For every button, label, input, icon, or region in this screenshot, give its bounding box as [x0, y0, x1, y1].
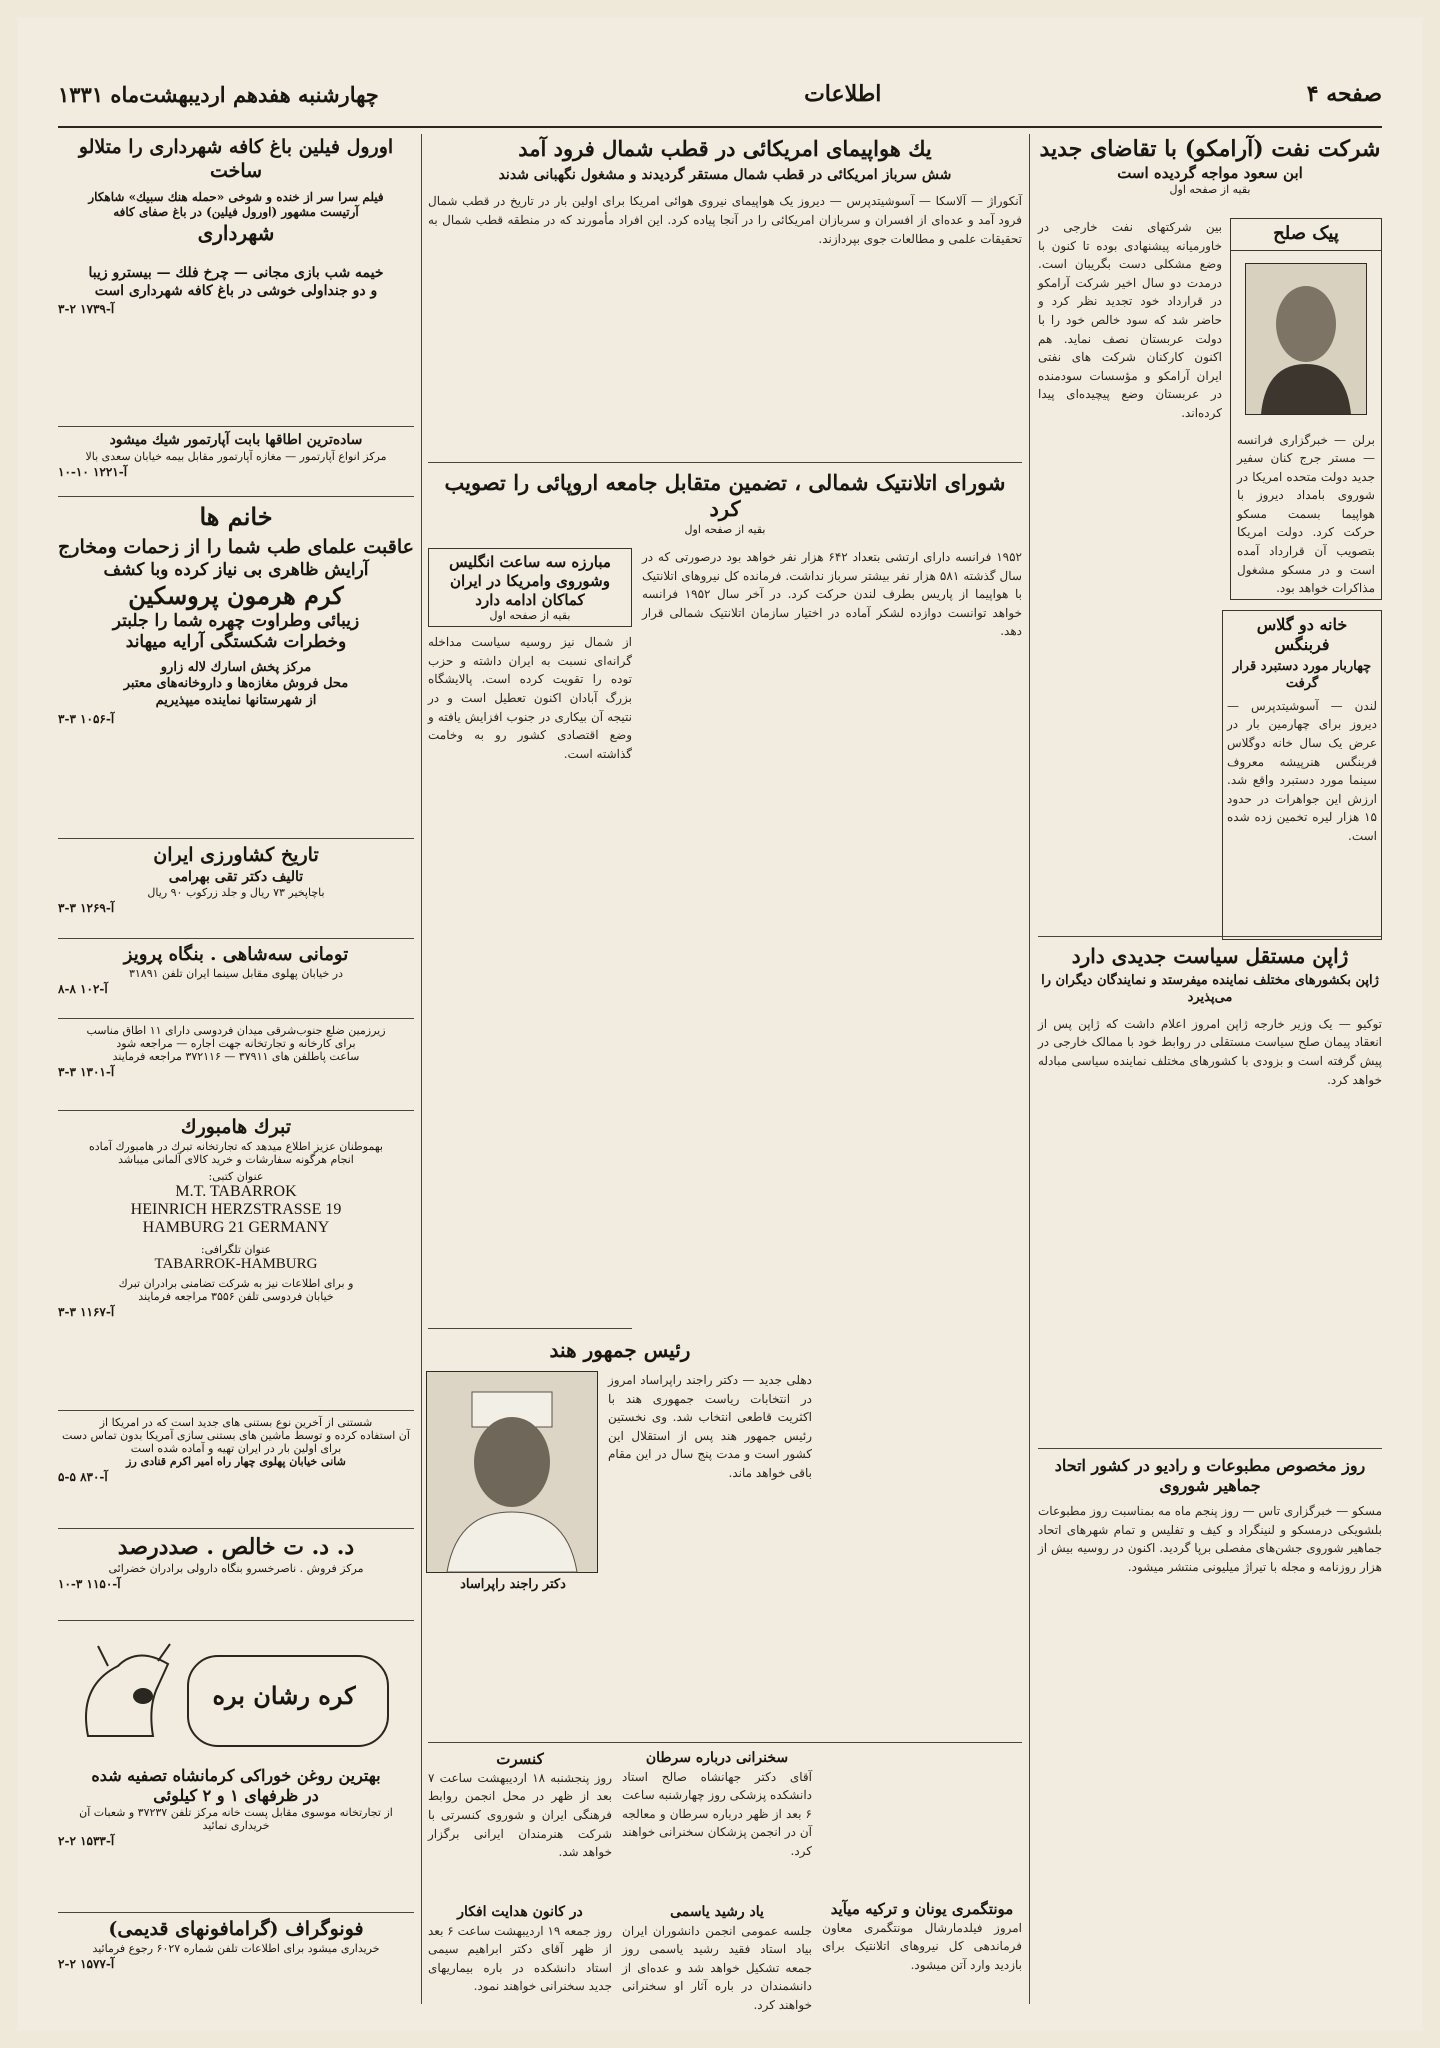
ad-cream-line7: محل فروش مغازه‌ها و داروخانه‌های معتبر — [123, 676, 349, 692]
peyk-solh-body: برلن — خبرگزاری فرانسه — مستر جرج کنان سفیر جدید دولت متحده امریکا در شوروی بامداد دیروز با هواپیما بسمت مسکو حرکت کرد. دولت امریکا بتصویب آن قرارداد آمده است و در مسکو مشغول مذاکرات خواهد بود. — [1237, 432, 1375, 596]
section-rule — [58, 1410, 414, 1411]
ad-butter-brand: کره رشان بره — [212, 1681, 356, 1710]
ad-icecream-code: آ-۸۳۰ ۵-۵ — [58, 1470, 108, 1484]
ad-ddt-code: آ-۱۱۵۰ ۳-۱۰ — [58, 1576, 121, 1591]
section-rule — [1038, 1448, 1382, 1449]
aramco-subhead: ابن سعود مواجه گردیده است — [1117, 163, 1303, 182]
soviet-press-article — [1038, 1456, 1382, 1996]
paper-name: اطلاعات — [804, 81, 882, 107]
ad-laurel — [58, 136, 414, 434]
ad-butter-code: آ-۱۵۳۳ ۲-۲ — [58, 1834, 115, 1848]
cancer-headline: سخنرانی درباره سرطان — [645, 1750, 789, 1766]
section-rule — [428, 462, 1022, 463]
ad-ferdowsi-line3: ساعت پاطلفن های ۳۷۹۱۱ — ۳۷۲۱۱۶ مراجعه فرمایند — [112, 1050, 360, 1063]
rajendra-headline: رئیس جمهور هند — [549, 1338, 691, 1362]
atlantic-continued: بقیه از صفحه اول — [684, 522, 766, 536]
japan-body: توکیو — یک وزیر خارجه ژاپن امروز اعلام داشت که ژاپن پس از انعقاد پیمان صلح سیاست مستقلی در روابط خود با ممالک خارجی در پیش گرفته است و بزودی با کشورهای مختلف نماینده سیاسی مبادله خواهد کرد. — [1038, 1016, 1382, 1087]
aramco-body: بین شرکتهای نفت خارجی در خاورمیانه پیشنهادی بوده تا کنون با وضع مشکلی دست بگریبان است. درمدت دو سال اخیر شرکت آرامکو در قرارداد خود تجدید نظر کرد و حاضر شد که سود خالص خود را با دولت عربستان نصف نماید. هم اکنون کارکنان شرکت های نفتی ایران آرامکو و مؤسسات سودمنده در عربستان وضع پیچیده‌ای پیدا کرده‌اند. — [1038, 220, 1222, 420]
ad-parviz-code: آ-۱۰۲ ۸-۸ — [58, 981, 108, 996]
ad-icecream-line1: شستنی از آخرین نوع بستنی های جدید است که در امریکا از — [99, 1416, 373, 1429]
ad-cream-code: آ-۱۰۵۶ ۳-۳ — [58, 712, 115, 727]
aramco-headline: شرکت نفت (آرامکو) با تقاضای جدید — [1039, 136, 1381, 162]
ad-laurel-title: اورول فیلین باغ کافه شهرداری را متلالو ساخت — [78, 136, 394, 182]
yasami-body: جلسه عمومی انجمن دانشوران ایران بیاد استاد فقید رشید یاسمی روز جمعه تشکیل خواهد شد و عده‌ای از دانشمندان در باره آثار او سخنرانی خواهند کرد. — [622, 1923, 812, 2012]
japan-article — [1038, 944, 1382, 1444]
ad-hamburg-code: آ-۱۱۶۷ ۳-۳ — [58, 1304, 115, 1319]
ad-apartment-title: ساده‌ترین اطاقها بابت آپارتمور شیك میشود — [109, 432, 363, 448]
section-rule — [58, 838, 414, 839]
ad-parviz-title: تومانی سه‌شاهی . بنگاه پرویز — [123, 944, 349, 965]
ad-parviz — [58, 944, 414, 1014]
peyk-solh-title: پیک صلح — [1231, 219, 1381, 251]
ad-cream-line8: از شهرستانها نماینده میپذیریم — [155, 693, 317, 709]
england-iran-article — [428, 548, 632, 1248]
kanun-body: روز جمعه ۱۹ اردیبهشت ساعت ۶ بعد از ظهر آقای دکتر ابراهیم سیمی استاد دانشکده در باره بیماریهای جدید سخنرانی خواهند نمود. — [428, 1923, 613, 1994]
ad-butter-line3: از تجارتخانه موسوی مقابل پست خانه مرکز تلفن ۳۷۲۳۷ و شعبات آن — [79, 1806, 393, 1819]
ad-phonograph-code: آ-۱۵۷۷ ۲-۲ — [58, 1956, 115, 1971]
glass-house-body: لندن — آسوشیتدپرس — دیروز برای چهارمین بار در عرض یک سال خانه دوگلاس فربنگس هنرپیشه معروف سینما مورد دستبرد واقع شد. ارزش این جواهرات در حدود ۱۵ هزار لیره تخمین زده شده است. — [1227, 698, 1377, 843]
section-rule — [58, 1912, 414, 1913]
section-rule — [58, 1018, 414, 1019]
yasami-article — [622, 1904, 812, 2012]
section-rule — [1038, 936, 1382, 937]
ad-laurel-line4: خیمه شب بازی مجانی — چرخ فلك — بیسترو زیبا — [88, 264, 384, 281]
section-rule — [58, 1528, 414, 1529]
ad-hamburg-addr1: M.T. TABARROK — [175, 1182, 297, 1200]
yasami-headline: یاد رشید یاسمی — [670, 1904, 764, 1920]
section-rule — [58, 1620, 414, 1621]
newspaper-page — [18, 18, 1422, 2030]
ad-icecream-line4: شانی خیابان پهلوی چهار راه امیر اکرم قنادی رز — [126, 1455, 346, 1468]
ad-agriculture-line1: تالیف دکتر تقی بهرامی — [168, 868, 304, 885]
montgomery-headline: مونتگمری یونان و ترکیه میآید — [830, 1900, 1014, 1918]
ad-hamburg-title: تبرك هامبورك — [180, 1116, 292, 1138]
column-rule — [421, 134, 422, 2004]
soviet-press-body: مسکو — خبرگزاری تاس — روز پنجم ماه مه بمناسبت روز مطبوعات بلشویکی درمسکو و لنینگراد و کیف و تفلیس و تمام شهرهای اتحاد جماهیر شوروی جشن‌های مفصلی برپا گردید. اکنون در روسیه بیش از هزار روزنامه و مجله با تیراژ میلیونی منتشر میشود. — [1038, 1504, 1382, 1574]
ad-hamburg-addr2: HEINRICH HERZSTRASSE 19 — [130, 1200, 342, 1218]
concert-article — [428, 1750, 612, 1900]
ad-ddt-line1: مرکز فروش . ناصرخسرو بنگاه دارولی برادران خضرائی — [108, 1561, 364, 1575]
ad-laurel-line2: آرتیست مشهور (اورول فیلین) در باغ صفای کافه — [113, 205, 359, 220]
ad-hamburg-line2: انجام هرگونه سفارشات و خرید کالای آلمانی میباشد — [118, 1152, 354, 1166]
arctic-subhead: شش سرباز امریکائی در قطب شمال مستقر گردیدند و مشغول نگهبانی شدند — [498, 167, 952, 184]
ad-icecream-line2: آن استفاده کرده و توسط ماشین های بستنی سازی آمریکا بدون تماس دست — [62, 1429, 410, 1442]
arctic-article — [428, 136, 1022, 456]
arctic-body: آنکوراژ — آلاسکا — آسوشیتدپرس — دیروز یک هواپیمای نیروی هوائی امریکا برای اولین بار در تاریخ در قطب شمال فرود آمد و عده‌ای از افسران و سربازان امریکائی را در آنجا پیاده کرد. این افراد مأمورند که در منطقه قطب شمال به تحقیقات علمی و مطالعات جوی بپردازند. — [428, 194, 1022, 246]
atlantic-header — [428, 470, 1022, 540]
ad-hamburg — [58, 1116, 414, 1404]
montgomery-article — [822, 1750, 1022, 2004]
ad-cream-line4: زیبائی وطراوت چهره شما را جلبتر — [112, 611, 360, 631]
england-iran-continued: بقیه از صفحه اول — [489, 609, 571, 623]
ad-butter — [58, 1626, 414, 1906]
cancer-body: آقای دکتر جهانشاه صالح استاد دانشکده پزشکی روز چهارشنبه ساعت ۶ بعد از ظهر درباره سرطان و معالجه آن در انجمن پزشکان سخنرانی خواهند کرد. — [621, 1769, 812, 1858]
rajendra-caption: دکتر راجند راپراساد — [460, 1577, 566, 1592]
section-rule — [58, 938, 414, 939]
ad-agriculture-code: آ-۱۲۶۹ ۳-۳ — [58, 900, 115, 915]
ad-cream-line2: آرایش ظاهری بی نیاز کرده وبا کشف — [103, 559, 369, 580]
concert-body: روز پنجشنبه ۱۸ اردیبهشت ساعت ۷ بعد از ظهر در محل انجمن روابط فرهنگی ایران و شوروی کنسرتی با شرکت هنرمندان ایرانی برگزار خواهد شد. — [428, 1770, 612, 1860]
issue-date: چهارشنبه هفدهم اردیبهشت‌ماه ۱۳۳۱ — [58, 81, 379, 107]
ad-laurel-line1: فیلم سرا سر از خنده و شوخی «حمله هنك سبیك» شاهکار — [88, 189, 384, 204]
ad-icecream — [58, 1416, 414, 1524]
glass-house-article — [1222, 610, 1382, 940]
ad-hamburg-tel: TABARROK-HAMBURG — [154, 1255, 318, 1272]
section-rule — [58, 1110, 414, 1111]
ad-parviz-line1: در خیابان پهلوی مقابل سینما ایران تلفن ۳۱۸۹۱ — [129, 966, 343, 980]
ad-apartment — [58, 432, 414, 492]
japan-headline: ژاپن مستقل سیاست جدیدی دارد — [1071, 944, 1349, 968]
section-rule — [58, 496, 414, 497]
rajendra-article — [428, 1338, 812, 1738]
ad-cream-line3: کرم هرمون پروسکین — [128, 581, 344, 610]
ad-apartment-code: آ-۱۲۲۱ ۱۰-۱۰ — [58, 464, 128, 479]
ad-cream-line1: عاقبت علمای طب شما را از زحمات ومخارج — [58, 536, 414, 558]
rajendra-body: دهلی جدید — دکتر راجند راپراساد امروز در انتخابات ریاست جمهوری هند با اکثریت قاطعی انتخاب شد. وی نخستین رئیس جمهور هند پس از استقلال این کشور است و مدت پنج سال در این مقام باقی خواهد ماند. — [608, 1373, 812, 1480]
column-rule — [1029, 134, 1030, 2004]
glass-house-subhead: چهاربار مورد دستبرد قرار گرفت — [1232, 659, 1372, 691]
ad-icecream-line3: برای اولین بار در ایران تهیه و آماده شده است — [130, 1442, 342, 1455]
england-iran-body: از شمال نیز روسیه سیاست مداخله گرانه‌ای نسبت به ایران داشته و حزب توده را تقویت کرده است. پالایشگاه بزرگ آبادان اکنون تعطیل است و در نتیجه آن بیکاری در جنوب افزایش یافته و وضع اقتصادی کشور رو به وخامت گذاشته است. — [428, 635, 632, 761]
portrait-icon — [1246, 264, 1366, 414]
ad-butter-line2: در ظرفهای ۱ و ۲ کیلوئی — [153, 1786, 319, 1805]
ad-phonograph — [58, 1918, 414, 2004]
ad-cream-line6: مرکز پخش اسارك لاله زارو — [160, 659, 312, 675]
ad-apartment-line1: مرکز انواع آپارتمور — مغازه آپارتمور مقابل بیمه خیابان سعدی بالا — [85, 449, 387, 463]
section-rule — [58, 426, 414, 427]
montgomery-body: امروز فیلدمارشال مونتگمری معاون فرماندهی کل نیروهای اتلانتیک برای بازدید وارد آتن میشود. — [822, 1920, 1022, 1972]
ad-agriculture-title: تاریخ کشاورزی ایران — [153, 844, 319, 866]
ad-ddt — [58, 1534, 414, 1614]
kanun-headline: در کانون هدایت افکار — [457, 1904, 583, 1920]
portrait-icon — [427, 1372, 597, 1572]
atlantic-headline: شورای اتلانتیک شمالی ، تضمین متقابل جامعه اروپائی را تصویب کرد — [444, 470, 1006, 522]
ad-hamburg-line3: و برای اطلاعات نیز به شرکت تضامنی برادران تبرك — [118, 1276, 354, 1290]
ad-agriculture — [58, 844, 414, 934]
japan-subhead: ژاپن بکشورهای مختلف نماینده میفرستد و نمایندگان دیگران را می‌پذیرد — [1041, 973, 1379, 1005]
rajendra-photo — [426, 1371, 598, 1573]
aramco-continued: بقیه از صفحه اول — [1169, 183, 1251, 196]
ad-cream-title: خانم ها — [199, 502, 273, 531]
ad-hamburg-addr3: HAMBURG 21 GERMANY — [142, 1218, 330, 1236]
glass-house-title: خانه دو گلاس فربنگس — [1256, 615, 1348, 654]
ad-hamburg-tel-label: عنوان تلگرافی: — [200, 1242, 272, 1256]
ad-hamburg-line4: خیابان فردوسی تلفن ۳۵۵۶ مراجعه فرمایند — [138, 1289, 334, 1303]
ad-laurel-line5: و دو جنداولی خوشی در باغ کافه شهرداری است — [94, 282, 378, 299]
peyk-solh-box — [1230, 218, 1382, 600]
ad-phonograph-line1: خریداری میشود برای اطلاعات تلفن شماره ۶۰۲۷ رجوع فرمائید — [92, 1941, 380, 1955]
ad-cream — [58, 502, 414, 832]
ad-laurel-code: آ-۱۷۳۹ ۲-۳ — [58, 302, 115, 317]
section-rule — [428, 1328, 632, 1329]
ad-hamburg-line1: بهموطنان عزیز اطلاع میدهد که تجارتخانه تبرك در هامبورك آماده — [89, 1139, 383, 1153]
ad-ferdowsi-code: آ-۱۳۰۱ ۳-۳ — [58, 1065, 115, 1079]
ad-laurel-line3: شهرداری — [197, 220, 275, 245]
portrait-photo — [1245, 263, 1367, 415]
ad-butter-line4: خریداری نمائید — [202, 1819, 270, 1832]
concert-headline: کنسرت — [496, 1750, 544, 1768]
atlantic-body: ۱۹۵۲ فرانسه دارای ارتشی بتعداد ۶۴۲ هزار نفر خواهد بود درصورتی که در سال گذشته ۵۸۱ هزار نفر بیشتر سرباز نداشت. فرمانده کل نیروهای اتلانتیک با هواپیما از پاریس بطرف لندن حرکت کرد. در آخر سال ۱۹۵۲ فرانسه خواهد توانست دوازده لشکر آماده در اختیار سازمان اتلانتیک شمالی قرار دهد. — [642, 550, 1023, 639]
soviet-press-headline: روز مخصوص مطبوعات و رادیو در کشور اتحاد جماهیر شوروی — [1054, 1456, 1366, 1495]
ad-ddt-title: د. د. ت خالص . صددرصد — [117, 1534, 355, 1560]
kanun-article — [428, 1904, 612, 2004]
ad-ferdowsi — [58, 1024, 414, 1104]
ad-hamburg-addr-label: عنوان کتبی: — [208, 1169, 264, 1183]
ad-cream-line5: وخطرات شکستگی آرایه میهاند — [125, 632, 347, 653]
cancer-article — [622, 1750, 812, 1900]
arctic-headline: یك هواپیمای امریکائی در قطب شمال فرود آمد — [518, 136, 932, 161]
page-number: صفحه ۴ — [1306, 81, 1382, 107]
ad-agriculture-line2: باچاپخیر ۷۳ ریال و جلد زرکوب ۹۰ ریال — [147, 885, 325, 899]
ad-ferdowsi-line2: برای کارخانه و تجارتخانه جهت اجاره — مراجعه شود — [116, 1037, 356, 1050]
ad-phonograph-title: فونوگراف (گرامافونهای قدیمی) — [108, 1918, 364, 1940]
atlantic-cont-space — [822, 1478, 1022, 1748]
masthead — [58, 62, 1382, 128]
butter-illustration — [58, 1626, 414, 1766]
ad-ferdowsi-line1: زیرزمین ضلع جنوب‌شرقی میدان فردوسی دارای ۱۱ اطاق مناسب — [86, 1024, 386, 1037]
ad-butter-line1: بهترین روغن خوراکی کرمانشاه تصفیه شده — [91, 1766, 381, 1785]
england-iran-headline: مبارزه سه ساعت انگلیس وشوروی وامریکا در ایران کماکان ادامه دارد — [449, 553, 611, 609]
